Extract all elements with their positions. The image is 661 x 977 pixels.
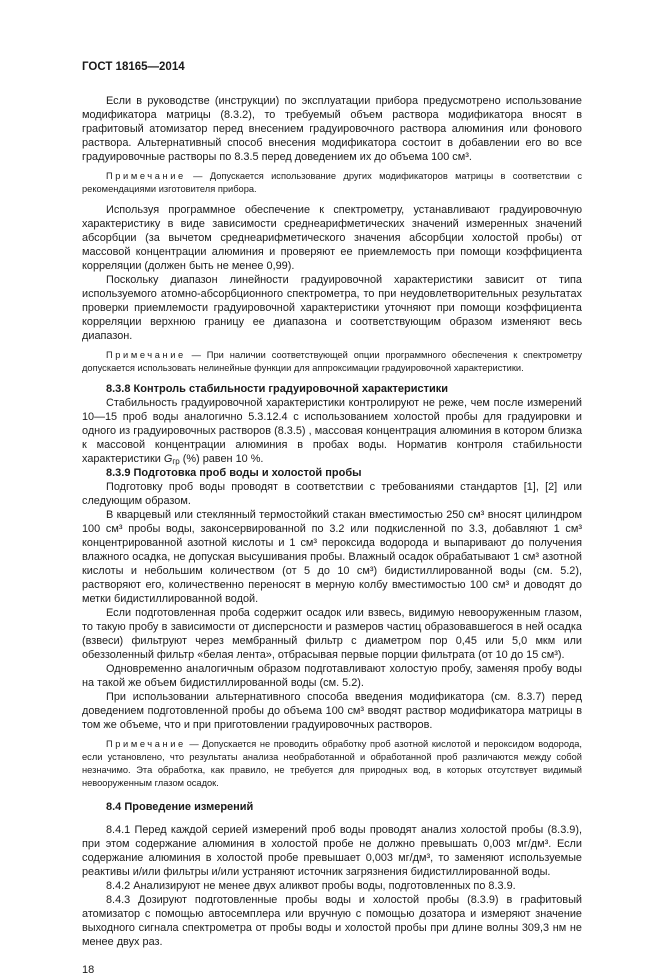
- note: [82, 170, 582, 196]
- text: Стабильность градуировочной характеристики контролируют не реже, чем после измерений 10—15 проб воды аналогично 5.3.12.4 с использованием холостой пробы для градуировки и одного из градуировочных растворов (8.3.5) , массовая концентрация алюминия в котором близка к массовой концентрации алюминия в пробах воды. Норматив контроля стабильности характеристики: [82, 397, 582, 465]
- paragraph: 8.4.2 Анализируют не менее двух аликвот пробы воды, подготовленных по 8.3.9.: [106, 880, 516, 892]
- note-label: Примечание: [106, 739, 186, 749]
- document-header: ГОСТ 18165—2014: [82, 61, 185, 73]
- paragraph: Используя программное обеспечение к спектрометру, устанавливают градуировочную характеристику в виде зависимости среднеарифметических значений измеренных значений абсорбции (за вычетом среднеарифметического значения абсорбции холостой пробы) от массовой концентрации алюминия и проверяют ее приемлемость при помощи коэффициента корреляции (должен быть не менее 0,99).: [82, 204, 582, 272]
- subscript: гр: [172, 457, 180, 466]
- note-text: — При наличии соответствующей опции программного обеспечения к спектрометру допускается использовать нелинейные функции для аппроксимации градуировочной характеристики.: [82, 350, 582, 373]
- note-text: — Допускается использование других модификаторов матрицы в соответствии с рекомендациями изготовителя прибора.: [82, 171, 582, 194]
- paragraph: Одновременно аналогичным образом подготавливают холостую пробу, заменяя пробу воды на такой же объем бидистиллированной воды (см. 5.2).: [82, 663, 582, 689]
- paragraph: В кварцевый или стеклянный термостойкий стакан вместимостью 250 см³ вносят цилиндром 100 см³ пробы воды, законсервированной по 3.2 или подкисленной по 3.3, добавляют 1 см³ концентрированной азотной кислоты и 1 см³ пероксида водорода и выпаривают до получения влажного осадка, не допуская высушивания пробы. Влажный осадок обрабатывают 1 см³ азотной кислоты и небольшим количеством (от 5 до 10 см³) бидистиллированной воды (см. 5.2), растворяют его, количественно переносят в мерную колбу вместимостью 100 см³ и доводят до метки бидистиллированной водой.: [82, 509, 582, 605]
- text: (%) равен 10 %.: [179, 453, 264, 465]
- page: [82, 60, 582, 977]
- paragraph: При использовании альтернативного способа введения модификатора (см. 8.3.7) перед доведением подготовленной пробы до объема 100 см³ вводят раствор модификатора матрицы в том же объеме, что и при приготовлении градуировочных растворов.: [82, 691, 582, 731]
- paragraph: Если подготовленная проба содержит осадок или взвесь, видимую невооруженным глазом, то такую пробу в зависимости от дисперсности и размеров частиц образовавшегося в ней осадка (взвеси) фильтруют через мембранный фильтр с диаметром пор 0,45 или 5,0 мкм или обеззоленный фильтр «белая лента», отбрасывая первые порции фильтрата (от 10 до 15 см³).: [82, 607, 582, 661]
- paragraph: 8.4.3 Дозируют подготовленные пробы воды и холостой пробы (8.3.9) в графитовый атомизатор с помощью автосемплера или вручную с помощью дозатора и измеряют значение выходного сигнала спектрометра от пробы воды и холостой пробы при длине волны 309,3 нм не менее двух раз.: [82, 894, 582, 948]
- page-number: 18: [82, 964, 95, 976]
- paragraph: [82, 396, 582, 466]
- note: [82, 738, 582, 790]
- symbol: G: [163, 453, 173, 465]
- note-label: Примечание: [106, 171, 186, 181]
- note: [82, 349, 582, 375]
- paragraph: Если в руководстве (инструкции) по эксплуатации прибора предусмотрено использование модификатора матрицы (8.3.2), то требуемый объем раствора модификатора вносят в графитовый атомизатор перед внесением градуировочного раствора алюминия или фонового раствора. Альтернативный способ внесения модификатора состоит в добавлении его во все градуировочные растворы по 8.3.5 перед доведением их до объема 100 см³.: [82, 95, 582, 163]
- section-heading-8-4: 8.4 Проведение измерений: [106, 801, 254, 813]
- section-heading-8-3-8: 8.3.8 Контроль стабильности градуировочной характеристики: [106, 383, 449, 395]
- paragraph: Поскольку диапазон линейности градуировочной характеристики зависит от типа используемого атомно-абсорбционного спектрометра, то при неудовлетворительных результатах проверки приемлемости градуировочной характеристики уточняют при помощи коэффициента корреляции верхнюю границу ее диапазона и соответствующим образом изменяют весь диапазон.: [82, 274, 582, 342]
- section-heading-8-3-9: 8.3.9 Подготовка проб воды и холостой пробы: [106, 467, 362, 479]
- document-body: [82, 94, 582, 949]
- paragraph: 8.4.1 Перед каждой серией измерений проб воды проводят анализ холостой пробы (8.3.9), при этом содержание алюминия в холостой пробе не должно превышать 0,003 мг/дм³. Если содержание алюминия в холостой пробе превышает 0,003 мг/дм³, то заменяют используемые реактивы и/или фильтры и/или устраняют источник загрязнения бидистиллированной воды.: [82, 824, 582, 878]
- note-text: — Допускается не проводить обработку проб азотной кислотой и пероксидом водорода, если установлено, что результаты анализа необработанной и обработанной проб различаются между собой незначимо. Эта обработка, как правило, не требуется для природных вод, в которых отсутствует видимый невооруженным глазом осадок.: [82, 739, 582, 788]
- paragraph: Подготовку проб воды проводят в соответствии с требованиями стандартов [1], [2] или следующим образом.: [82, 481, 582, 507]
- note-label: Примечание: [106, 350, 186, 360]
